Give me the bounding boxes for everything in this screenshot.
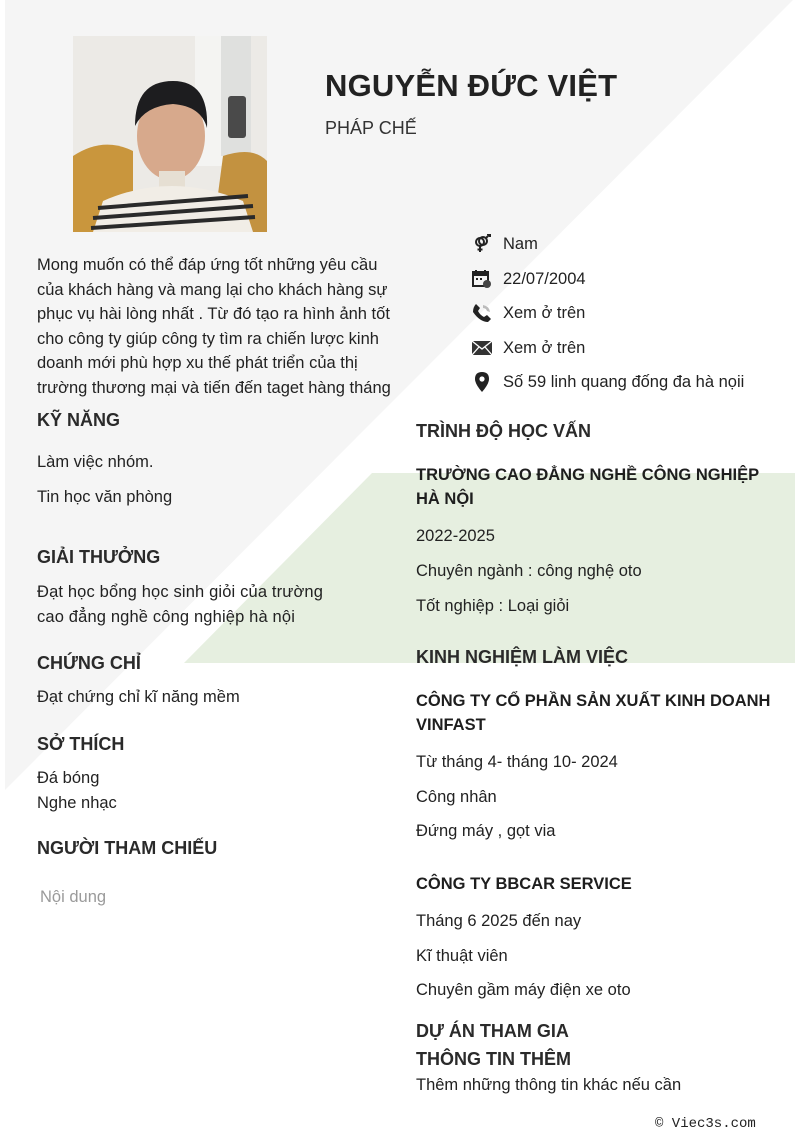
gender-icon (472, 232, 503, 256)
contact-phone (472, 301, 752, 325)
job-title: PHÁP CHẾ (325, 118, 417, 138)
certificates-text: Đạt chứng chỉ kĩ năng mềm (37, 688, 240, 706)
phone-icon (472, 301, 503, 325)
hobbies-title: SỞ THÍCH (37, 734, 125, 754)
contact-address (472, 370, 752, 394)
additional-info-title: THÔNG TIN THÊM (416, 1049, 571, 1069)
references-title: NGƯỜI THAM CHIẾU (37, 838, 218, 858)
avatar-photo (73, 36, 267, 232)
job-company: CÔNG TY BBCAR SERVICE (416, 875, 632, 893)
projects-title: DỰ ÁN THAM GIA (416, 1021, 569, 1041)
copyright: © Viec3s.com (655, 1116, 756, 1132)
candidate-name: NGUYỄN ĐỨC VIỆT (325, 68, 618, 103)
additional-info-text: Thêm những thông tin khác nếu cần (416, 1076, 682, 1094)
contact-gender (472, 232, 752, 256)
address-value: Số 59 linh quang đống đa hà nọii (503, 373, 745, 391)
education-title: TRÌNH ĐỘ HỌC VẤN (416, 421, 591, 441)
contact-birthdate (472, 267, 752, 291)
skill-item: Làm việc nhóm. (37, 453, 154, 471)
experience-title: KINH NGHIỆM LÀM VIỆC (416, 647, 629, 667)
awards-text: Đạt học bổng học sinh giỏi của trường cao đẳng nghề công nghiệp hà nội (37, 583, 324, 626)
hobby-item: Đá bóng (37, 769, 100, 787)
education-school: TRƯỜNG CAO ĐẲNG NGHỀ CÔNG NGHIỆP HÀ NỘI (416, 466, 759, 508)
skills-title: KỸ NĂNG (37, 410, 121, 430)
certificates-title: CHỨNG CHỈ (37, 653, 141, 673)
contact-info (472, 232, 752, 405)
education-period: 2022-2025 (416, 527, 495, 545)
job-description: Đứng máy , gọt via (416, 822, 556, 840)
hobby-item: Nghe nhạc (37, 794, 117, 812)
career-objective: Mong muốn có thể đáp ứng tốt những yêu cầu của khách hàng và mang lại cho khách hàng sự phục vụ hài lòng nhất . Từ đó tạo ra hình ảnh tốt cho công ty giúp công ty tìm ra chiến lược kinh doanh mới phù hợp xu thế phát triển của thị trường thương mại và tiến đến taget hàng tháng (37, 256, 391, 397)
references-placeholder[interactable]: Nội dung (40, 888, 107, 906)
envelope-icon (472, 336, 503, 360)
education-graduation: Tốt nghiệp : Loại giỏi (416, 597, 570, 615)
calendar-icon (472, 267, 503, 291)
job-period: Tháng 6 2025 đến nay (416, 912, 582, 930)
skill-item: Tin học văn phòng (37, 488, 173, 506)
awards-title: GIẢI THƯỞNG (37, 547, 161, 567)
job-position: Kĩ thuật viên (416, 947, 508, 965)
contact-email (472, 336, 752, 360)
map-pin-icon (472, 370, 503, 394)
email-value: Xem ở trên (503, 338, 586, 357)
job-company: CÔNG TY CỔ PHẦN SẢN XUẤT KINH DOANH VINFAST (416, 692, 771, 734)
education-major: Chuyên ngành : công nghệ oto (416, 562, 642, 580)
birthdate-value: 22/07/2004 (503, 269, 586, 288)
phone-value: Xem ở trên (503, 304, 586, 322)
gender-value: Nam (503, 235, 538, 253)
job-period: Từ tháng 4- tháng 10- 2024 (416, 753, 618, 771)
job-description: Chuyên gầm máy điện xe oto (416, 981, 631, 999)
job-position: Công nhân (416, 788, 497, 806)
